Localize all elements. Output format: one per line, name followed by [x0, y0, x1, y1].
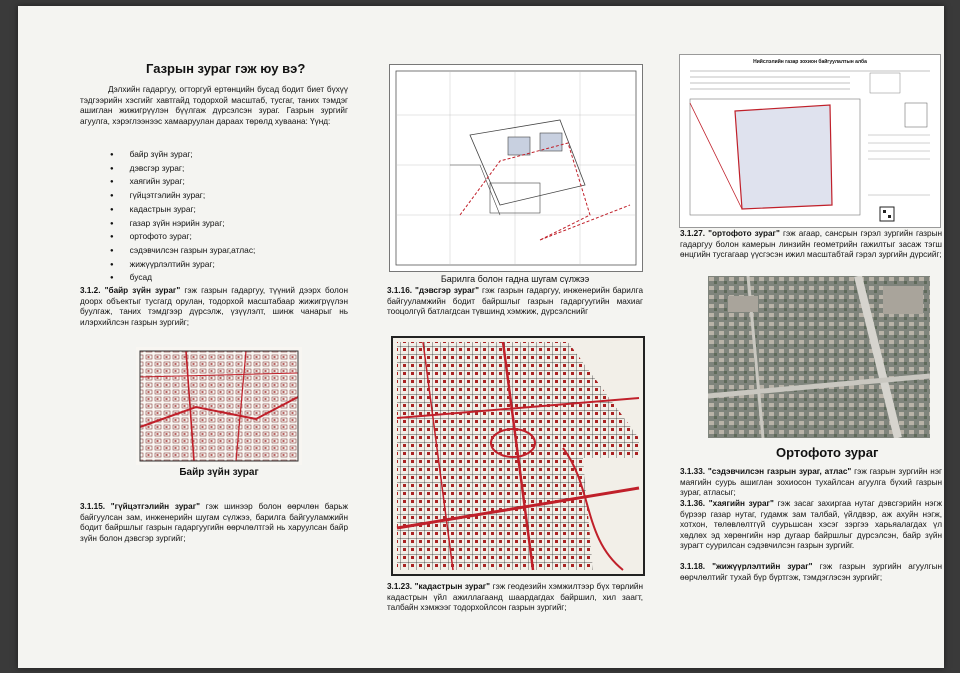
building-network-caption: Барилга болон гадна шугам сүлжээ [440, 274, 590, 284]
list-item: ● дэвсгэр зураг; [126, 163, 255, 177]
definition-cadastral [387, 582, 643, 614]
list-item: ● жижүүрлэлтийн зураг; [126, 259, 255, 273]
orthophoto-image [708, 276, 930, 438]
term-label: 3.1.16. "дэвсгэр зураг" [387, 286, 480, 295]
map-types-list [126, 149, 255, 286]
term-text: гэж агаар, сансрын гэрэл зургийн газрын гадаргуу болон камерын линзийн геометрийн гажилтыг засаж тэгш өнцгийн тусгагаар үүсгэсэн ижил масштабтай гэрэл зургийн дүрсийг; [680, 229, 943, 260]
term-text: гэж газрын гадаргуу, инженерийн барилга байгууламжийн бодит байршлыг газрын гадаргуугийн махиаг тооцолгүй батлагдсан түвшинд хэмжиж, дүрсэлснийг [387, 286, 643, 317]
term-label: 3.1.2. "байр зүйн зураг" [80, 286, 181, 295]
list-item: ● газар зүйн нэрийн зураг; [126, 218, 255, 232]
definition-address [680, 499, 942, 552]
term-label: 3.1.33. "сэдэвчилсэн газрын зураг, атлас" [680, 467, 852, 476]
orthophoto-graphic [708, 276, 930, 438]
list-item: ● хаягийн зураг; [126, 176, 255, 190]
orthophoto-caption: Ортофото зураг [776, 445, 879, 460]
term-text: гэж геодезийн хэмжилтээр бүх төрлийн кадастрын үйл ажиллагаанд шаардагдах байршил, хил заагт, талбайн хэмжээг тодорхойлсон газрын зургийг; [387, 582, 643, 613]
cadastral-map-graphic [393, 338, 643, 574]
term-text: гэж газрын зургийн нэг маягийн суурь ашиглан зохиосон тухайлсан агуулга бүхий газрын зураг, атласыг; [680, 467, 942, 498]
term-label: 3.1.15. "гүйцэтгэлийн зураг" [80, 502, 200, 511]
site-plan-graphic [390, 65, 642, 271]
definition-topographic [80, 286, 348, 328]
list-item: ● ортофото зураг; [126, 231, 255, 245]
cadastral-certificate-image [679, 54, 941, 228]
intro-paragraph: Дэлхийн гадаргуу, огторгуй ертөнцийн бусад бодит биет бүхүү тэдгээрийн хэсгийг хавтгайд тодорхой масштаб, тусгаг, таних тэмдэг ашиглан жижигрүүлэн бүүлгаж дүрсэлсэн зураг. Газрын зургийг агуулга, хэрэглээнээс хамааруулан дараах төрөлд хуваана: Үүнд: [80, 85, 348, 126]
topographic-map-graphic [136, 347, 302, 465]
document-page [18, 6, 944, 668]
page-title: Газрын зураг гэж юу вэ? [146, 61, 306, 76]
list-item: ● байр зүйн зураг; [126, 149, 255, 163]
definition-base-map [387, 286, 643, 318]
term-text: гэж газрын зургийн агуулгын өөрчлөлтийг тухай бүр бүртгэж, тэмдэглэсэн зургийг; [680, 562, 943, 582]
term-text: гэж шинээр болон өөрчлөн барьж байгуулсан зам, инженерийн шугам сүлжээ, барилга байгууламжийн бодит байршлыг газрын гадаргуугийн өөрчлөлтгэй нь харуулсан байр зүйн болон дэвсгэр зургийг; [80, 502, 348, 543]
certificate-graphic [680, 55, 940, 227]
term-label: 3.1.18. "жижүүрлэлтийн зураг" [680, 562, 813, 571]
term-label: 3.1.36. "хаягийн зураг" [680, 499, 774, 508]
cadastral-map-image [391, 336, 645, 576]
term-text: гэж засаг захиргаа нутаг дэвсгэрийн нэгж бүрээр газар нутаг, гудамж зам талбай, үйлдвэр, аж ахуйн нэгж, хотхон, төлөвлөлтгүй суурьшсан хэсэг зэргээ харьяалагдах үл хөдлөх эд хөрөнгийн нэр дугаар байршлыг дүрсэлсэн, байр зүйн зурагт суурилсан сэдэвчилсэн газрын зургийг. [680, 499, 942, 551]
building-network-plan-image [389, 64, 643, 272]
list-item: ● кадастрын зураг; [126, 204, 255, 218]
list-item: ● гүйцэтгэлийн зураг; [126, 190, 255, 204]
list-item: ● сэдэвчилсэн газрын зураг,атлас; [126, 245, 255, 259]
definition-thematic [680, 467, 942, 499]
certificate-header: Нийслэлийн газар зохион байгуулалтын алба [753, 59, 867, 65]
definition-asbuilt [80, 502, 348, 544]
definition-orthophoto [680, 229, 942, 261]
term-label: 3.1.23. "кадастрын зураг" [387, 582, 491, 591]
topographic-map-caption: Байр зүйн зураг [179, 467, 259, 478]
term-label: 3.1.27. "ортофото зураг" [680, 229, 780, 238]
definition-update [680, 562, 942, 583]
term-text: гэж газрын гадаргуу, түүний дээрх болон доорх объектыг тусгагд орулан, тодорхой масштабаар жижигрүүлэн буулгаж, таних тэмдгээр дүрсэлж, үзүүлэлт, шинж чанарыг нь илэрхийлсэн газрын зургийг; [80, 286, 348, 327]
topographic-map-image [136, 347, 302, 465]
list-item: ● бусад [126, 272, 255, 286]
